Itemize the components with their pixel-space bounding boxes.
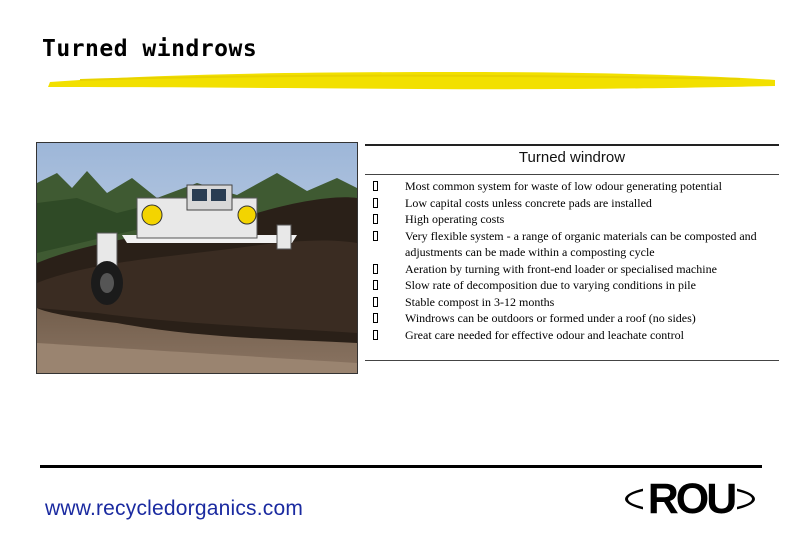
bullet-box-icon	[373, 181, 378, 191]
list-item: Stable compost in 3-12 months	[365, 294, 779, 311]
panel-top-rule	[365, 144, 779, 146]
bullet-box-icon	[373, 214, 378, 224]
panel-bottom-rule	[365, 360, 779, 361]
list-item: Great care needed for effective odour and leachate control	[365, 327, 779, 344]
list-item: Most common system for waste of low odour generating potential	[365, 178, 779, 195]
list-item: Aeration by turning with front-end loader or specialised machine	[365, 261, 779, 278]
list-item: Windrows can be outdoors or formed under a roof (no sides)	[365, 310, 779, 327]
list-item: Slow rate of decomposition due to varying conditions in pile	[365, 277, 779, 294]
panel-heading-rule	[365, 174, 779, 175]
list-item: Low capital costs unless concrete pads are installed	[365, 195, 779, 212]
panel-heading: Turned windrow	[518, 149, 626, 166]
feature-list	[365, 178, 779, 343]
turned-windrow-panel	[365, 144, 779, 362]
bullet-box-icon	[373, 330, 378, 340]
bullet-box-icon	[373, 231, 378, 241]
list-item: High operating costs	[365, 211, 779, 228]
footer-url[interactable]: www.recycledorganics.com	[45, 497, 304, 520]
list-item: Very flexible system - a range of organic materials can be composted and adjustments can be made within a composting cycle	[365, 228, 779, 261]
bullet-box-icon	[373, 198, 378, 208]
title-underline-brush	[40, 66, 780, 96]
logo-text: ROU	[647, 475, 735, 523]
footer-rule	[40, 465, 762, 468]
bullet-box-icon	[373, 264, 378, 274]
bullet-box-icon	[373, 280, 378, 290]
bullet-box-icon	[373, 297, 378, 307]
bullet-box-icon	[373, 313, 378, 323]
slide-title: Turned windrows	[42, 36, 258, 62]
windrow-turner-photo	[36, 142, 358, 374]
rou-logo	[625, 475, 757, 524]
